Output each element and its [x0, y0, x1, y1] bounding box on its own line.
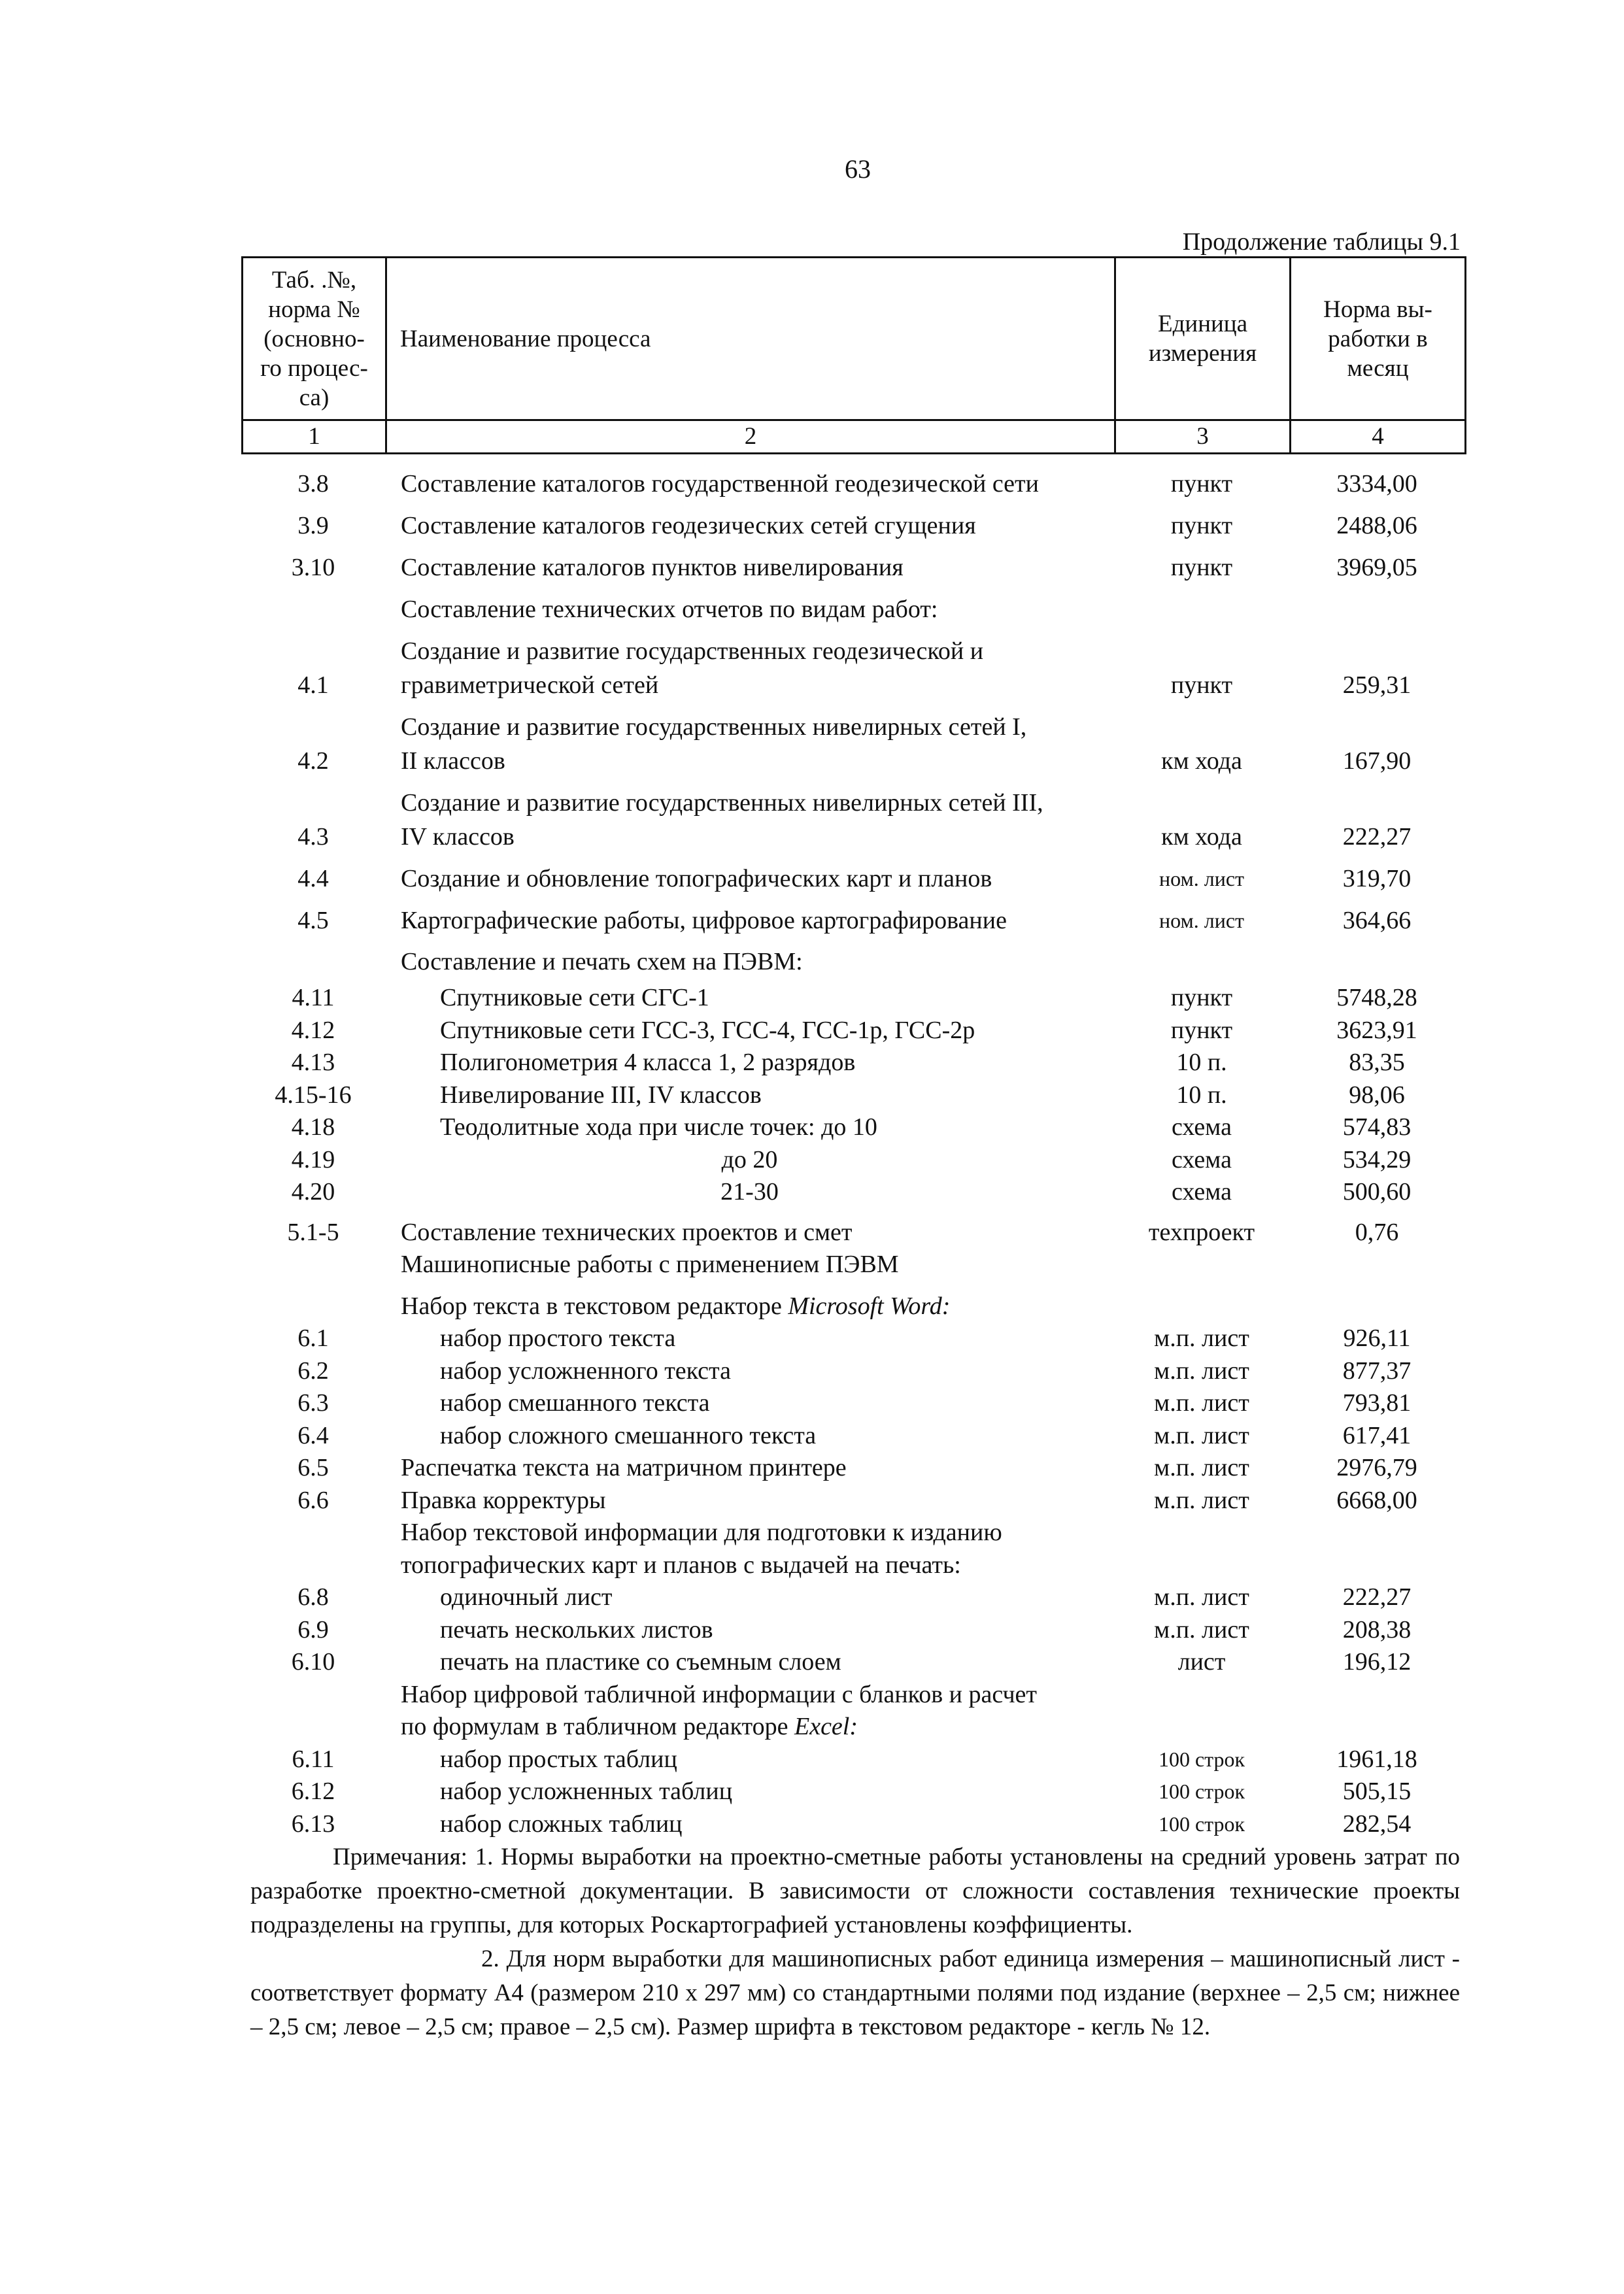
- row-number: 6.2: [297, 1357, 329, 1385]
- row-value: 282,54: [1342, 1810, 1412, 1838]
- row-unit: пункт: [1170, 554, 1233, 581]
- table-row: [241, 1387, 1457, 1420]
- header-col1-line: Таб. .№,: [271, 266, 357, 294]
- row-number: 6.9: [297, 1615, 329, 1644]
- table-body: [241, 463, 1457, 1840]
- table-row: [241, 706, 1457, 782]
- row-name-line: II классов: [401, 747, 505, 775]
- header-col1-line: са): [299, 384, 330, 411]
- table-continuation-caption: Продолжение таблицы 9.1: [1182, 228, 1461, 256]
- row-name: [385, 1290, 1114, 1323]
- row-name: Составление и печать схем на ПЭВМ:: [401, 948, 803, 975]
- row-value: 500,60: [1342, 1178, 1412, 1206]
- row-unit: м.п. лист: [1154, 1615, 1249, 1644]
- note-paragraph: Примечания: 1. Нормы выработки на проектно-сметные работы установлены на средний уровень затрат по разработке проектно-сметной документации. В зависимости от сложности составления технические проекты подразделены на группы, для которых Роскартографией установлены коэффициенты.: [250, 1844, 1460, 1938]
- row-value: 222,27: [1342, 1583, 1412, 1611]
- row-value: 926,11: [1343, 1324, 1411, 1352]
- row-unit: лист: [1177, 1648, 1226, 1676]
- row-number: 6.5: [297, 1454, 329, 1481]
- header-numbers-row: [243, 420, 1466, 454]
- table-section-heading: [241, 1679, 1457, 1744]
- row-name-text: Набор текста в текстовом редакторе: [401, 1292, 782, 1320]
- header-num: 1: [243, 420, 386, 454]
- row-name-line: [401, 1711, 1114, 1744]
- row-name: Полигонометрия 4 класса 1, 2 разрядов: [440, 1049, 856, 1076]
- row-unit: м.п. лист: [1154, 1357, 1249, 1385]
- row-value: 6668,00: [1336, 1486, 1417, 1514]
- row-name: Составление каталогов пунктов нивелирования: [401, 554, 904, 581]
- row-name-italic: Microsoft Word:: [788, 1292, 951, 1320]
- row-name: 21-30: [720, 1178, 779, 1206]
- table-row: [241, 1217, 1457, 1249]
- row-number: 6.1: [297, 1324, 329, 1352]
- row-name-line: IV классов: [401, 823, 515, 851]
- row-unit: 100 строк: [1158, 1812, 1245, 1836]
- table-section-heading: [241, 941, 1457, 982]
- row-number: 3.9: [297, 512, 329, 539]
- row-number: 4.1: [297, 671, 329, 699]
- row-name: Спутниковые сети ГСС-3, ГСС-4, ГСС-1р, ГСС-2р: [440, 1016, 975, 1044]
- table-row: [241, 1047, 1457, 1079]
- row-name-line: Набор текстовой информации для подготовки к изданию: [401, 1519, 1002, 1546]
- row-number: 4.5: [297, 907, 329, 934]
- row-value: 0,76: [1355, 1218, 1399, 1246]
- row-unit: ном. лист: [1159, 867, 1245, 890]
- header-col-number: [243, 258, 386, 420]
- page-number: 63: [845, 154, 871, 184]
- table-row: [241, 630, 1457, 706]
- row-value: 2976,79: [1336, 1454, 1417, 1481]
- header-col3-line: измерения: [1148, 340, 1257, 367]
- header-col4-line: месяц: [1347, 354, 1409, 382]
- row-value: 505,15: [1342, 1778, 1412, 1805]
- table-row: [241, 782, 1457, 858]
- table-section-heading: [241, 588, 1457, 630]
- row-number: 6.13: [291, 1810, 335, 1838]
- row-number: 6.6: [297, 1486, 329, 1514]
- table-row: [241, 1420, 1457, 1453]
- row-value: 364,66: [1342, 907, 1412, 934]
- row-name: Распечатка текста на матричном принтере: [401, 1454, 847, 1481]
- row-value: 196,12: [1342, 1648, 1412, 1676]
- row-unit: м.п. лист: [1154, 1421, 1249, 1449]
- table-row: [241, 547, 1457, 588]
- table-row: [241, 1176, 1457, 1209]
- row-unit: пункт: [1170, 512, 1233, 539]
- header-col1-line: (основно-: [263, 325, 365, 352]
- table-row: [241, 1111, 1457, 1144]
- row-number: 4.20: [291, 1178, 335, 1206]
- header-col1-line: го процес-: [260, 354, 368, 382]
- header-col3-line: Единица: [1157, 311, 1248, 337]
- row-number: 6.10: [291, 1648, 335, 1676]
- header-col4-line: Норма вы-: [1323, 295, 1432, 323]
- notes: [250, 1840, 1460, 2044]
- row-name: [385, 710, 1114, 778]
- row-name: Спутниковые сети СГС-1: [440, 984, 709, 1011]
- table-row: [241, 1744, 1457, 1776]
- row-value: 793,81: [1342, 1389, 1412, 1417]
- header-row: [243, 258, 1466, 420]
- row-name: Составление технических проектов и смет: [401, 1218, 853, 1246]
- header-col4-line: работки в: [1328, 325, 1428, 352]
- row-name-line: Набор цифровой табличной информации с бланков и расчет: [401, 1680, 1038, 1708]
- row-number: 4.18: [291, 1113, 335, 1141]
- row-name-line: топографических карт и планов с выдачей на печать:: [401, 1551, 961, 1579]
- row-name: набор сложного смешанного текста: [440, 1421, 817, 1449]
- header-col-process-name: Наименование процесса: [386, 258, 1115, 420]
- row-name: до 20: [721, 1145, 778, 1173]
- table-section-heading: [241, 1517, 1457, 1581]
- row-name: Составление каталогов государственной геодезической сети: [401, 470, 1039, 498]
- row-name-italic: Excel:: [794, 1713, 858, 1740]
- row-name-text: по формулам в табличном редакторе: [401, 1713, 788, 1740]
- row-name: набор простого текста: [440, 1324, 676, 1352]
- row-name: [385, 1679, 1114, 1744]
- row-number: 4.2: [297, 747, 329, 775]
- row-number: 5.1-5: [287, 1218, 339, 1246]
- row-unit: км хода: [1161, 823, 1242, 851]
- row-unit: м.п. лист: [1154, 1454, 1249, 1481]
- table-row: [241, 1323, 1457, 1355]
- table-row: [241, 858, 1457, 900]
- row-value: 1961,18: [1336, 1745, 1417, 1773]
- row-number: 4.15-16: [275, 1081, 352, 1109]
- row-name: печать нескольких листов: [440, 1615, 713, 1644]
- table-row: [241, 1614, 1457, 1647]
- row-unit: техпроект: [1148, 1218, 1255, 1246]
- row-value: 3623,91: [1336, 1016, 1417, 1044]
- header-num: 4: [1291, 420, 1466, 454]
- row-value: 534,29: [1342, 1145, 1412, 1173]
- row-name-line: гравиметрической сетей: [401, 671, 659, 699]
- row-name: набор сложных таблиц: [440, 1810, 683, 1838]
- table-row: [241, 1646, 1457, 1679]
- row-value: 877,37: [1342, 1357, 1412, 1385]
- row-unit: 10 п.: [1176, 1081, 1227, 1109]
- row-unit: пункт: [1170, 671, 1233, 699]
- table-row: [241, 1144, 1457, 1177]
- row-value: 5748,28: [1336, 984, 1417, 1011]
- header-col1-line: норма №: [268, 295, 360, 323]
- row-value: 3969,05: [1336, 554, 1417, 581]
- row-name: Нивелирование III, IV классов: [440, 1081, 762, 1109]
- table-row: [241, 1808, 1457, 1841]
- row-value: 574,83: [1342, 1113, 1412, 1141]
- row-unit: м.п. лист: [1154, 1324, 1249, 1352]
- table-row: [241, 1079, 1457, 1112]
- row-number: 4.4: [297, 865, 329, 892]
- row-number: 4.19: [291, 1145, 335, 1173]
- row-unit: м.п. лист: [1154, 1583, 1249, 1611]
- row-unit: схема: [1172, 1178, 1232, 1206]
- row-number: 6.3: [297, 1389, 329, 1417]
- row-name: печать на пластике со съемным слоем: [440, 1648, 841, 1676]
- row-name: набор усложненных таблиц: [440, 1778, 733, 1805]
- row-unit: 100 строк: [1158, 1780, 1245, 1803]
- row-value: 98,06: [1349, 1081, 1405, 1109]
- row-name: Теодолитные хода при числе точек: до 10: [440, 1113, 877, 1141]
- table-section-heading: [241, 1290, 1457, 1323]
- note-paragraph: 2. Для норм выработки для машинописных работ единица измерения – машинописный лист - соответствует формату А4 (размером 210 х 297 мм) со стандартными полями под издание (верхнее – 2,5 см; нижнее – 2,5 см; левое – 2,5 см; правое – 2,5 см). Размер шрифта в текстовом редакторе - кегль № 12.: [250, 1946, 1460, 2040]
- row-name: [385, 634, 1114, 702]
- row-name: набор смешанного текста: [440, 1389, 710, 1417]
- header-col-norm: [1291, 258, 1466, 420]
- row-unit: км хода: [1161, 747, 1242, 775]
- table-row: [241, 463, 1457, 505]
- row-unit: пункт: [1170, 1016, 1233, 1044]
- table-header: [241, 256, 1466, 454]
- row-value: 83,35: [1349, 1049, 1405, 1076]
- row-value: 617,41: [1342, 1421, 1412, 1449]
- row-value: 319,70: [1342, 865, 1412, 892]
- row-number: 4.11: [292, 984, 335, 1011]
- row-unit: 10 п.: [1176, 1049, 1227, 1076]
- row-number: 6.12: [291, 1778, 335, 1805]
- row-value: 259,31: [1342, 671, 1412, 699]
- row-name: Машинописные работы с применением ПЭВМ: [401, 1251, 899, 1278]
- row-name: Составление каталогов геодезических сетей сгущения: [401, 512, 976, 539]
- header-col-unit: [1115, 258, 1291, 420]
- row-number: 4.12: [291, 1016, 335, 1044]
- row-unit: пункт: [1170, 984, 1233, 1011]
- row-unit: 100 строк: [1158, 1747, 1245, 1771]
- row-number: 3.10: [291, 554, 335, 581]
- table-row: [241, 1452, 1457, 1485]
- row-name: набор усложненного текста: [440, 1357, 731, 1385]
- row-name-line: Создание и развитие государственных нивелирных сетей III,: [401, 789, 1043, 817]
- row-number: 6.8: [297, 1583, 329, 1611]
- row-unit: схема: [1172, 1145, 1232, 1173]
- row-name: Создание и обновление топографических карт и планов: [401, 865, 992, 892]
- table-row: [241, 1776, 1457, 1808]
- row-number: 6.11: [292, 1745, 335, 1773]
- table-row: [241, 1485, 1457, 1517]
- row-number: 4.3: [297, 823, 329, 851]
- row-unit: ном. лист: [1159, 909, 1245, 932]
- table-row: [241, 1581, 1457, 1614]
- row-unit: пункт: [1170, 470, 1233, 498]
- row-name-line: Создание и развитие государственных геодезической и: [401, 637, 984, 665]
- row-number: 4.13: [291, 1049, 335, 1076]
- row-name: Составление технических отчетов по видам работ:: [401, 596, 938, 623]
- row-value: 208,38: [1342, 1615, 1412, 1644]
- table-row: [241, 900, 1457, 941]
- row-name: [385, 1517, 1114, 1581]
- row-name: набор простых таблиц: [440, 1745, 677, 1773]
- row-name: Правка корректуры: [401, 1486, 606, 1514]
- row-value: 2488,06: [1336, 512, 1417, 539]
- table-row: [241, 1015, 1457, 1047]
- table-row: [241, 982, 1457, 1015]
- table-row: [241, 505, 1457, 547]
- row-name: [385, 786, 1114, 854]
- row-name-line: Создание и развитие государственных нивелирных сетей I,: [401, 713, 1027, 741]
- header-num: 2: [386, 420, 1115, 454]
- row-number: 3.8: [297, 470, 329, 498]
- row-number: 6.4: [297, 1421, 329, 1449]
- row-unit: м.п. лист: [1154, 1389, 1249, 1417]
- row-value: 3334,00: [1336, 470, 1417, 498]
- row-value: 222,27: [1342, 823, 1412, 851]
- row-name: одиночный лист: [440, 1583, 613, 1611]
- row-name: Картографические работы, цифровое картографирование: [401, 907, 1007, 934]
- table-row: [241, 1355, 1457, 1388]
- row-unit: м.п. лист: [1154, 1486, 1249, 1514]
- header-num: 3: [1115, 420, 1291, 454]
- table-section-heading: [241, 1249, 1457, 1281]
- row-unit: схема: [1172, 1113, 1232, 1141]
- row-value: 167,90: [1342, 747, 1412, 775]
